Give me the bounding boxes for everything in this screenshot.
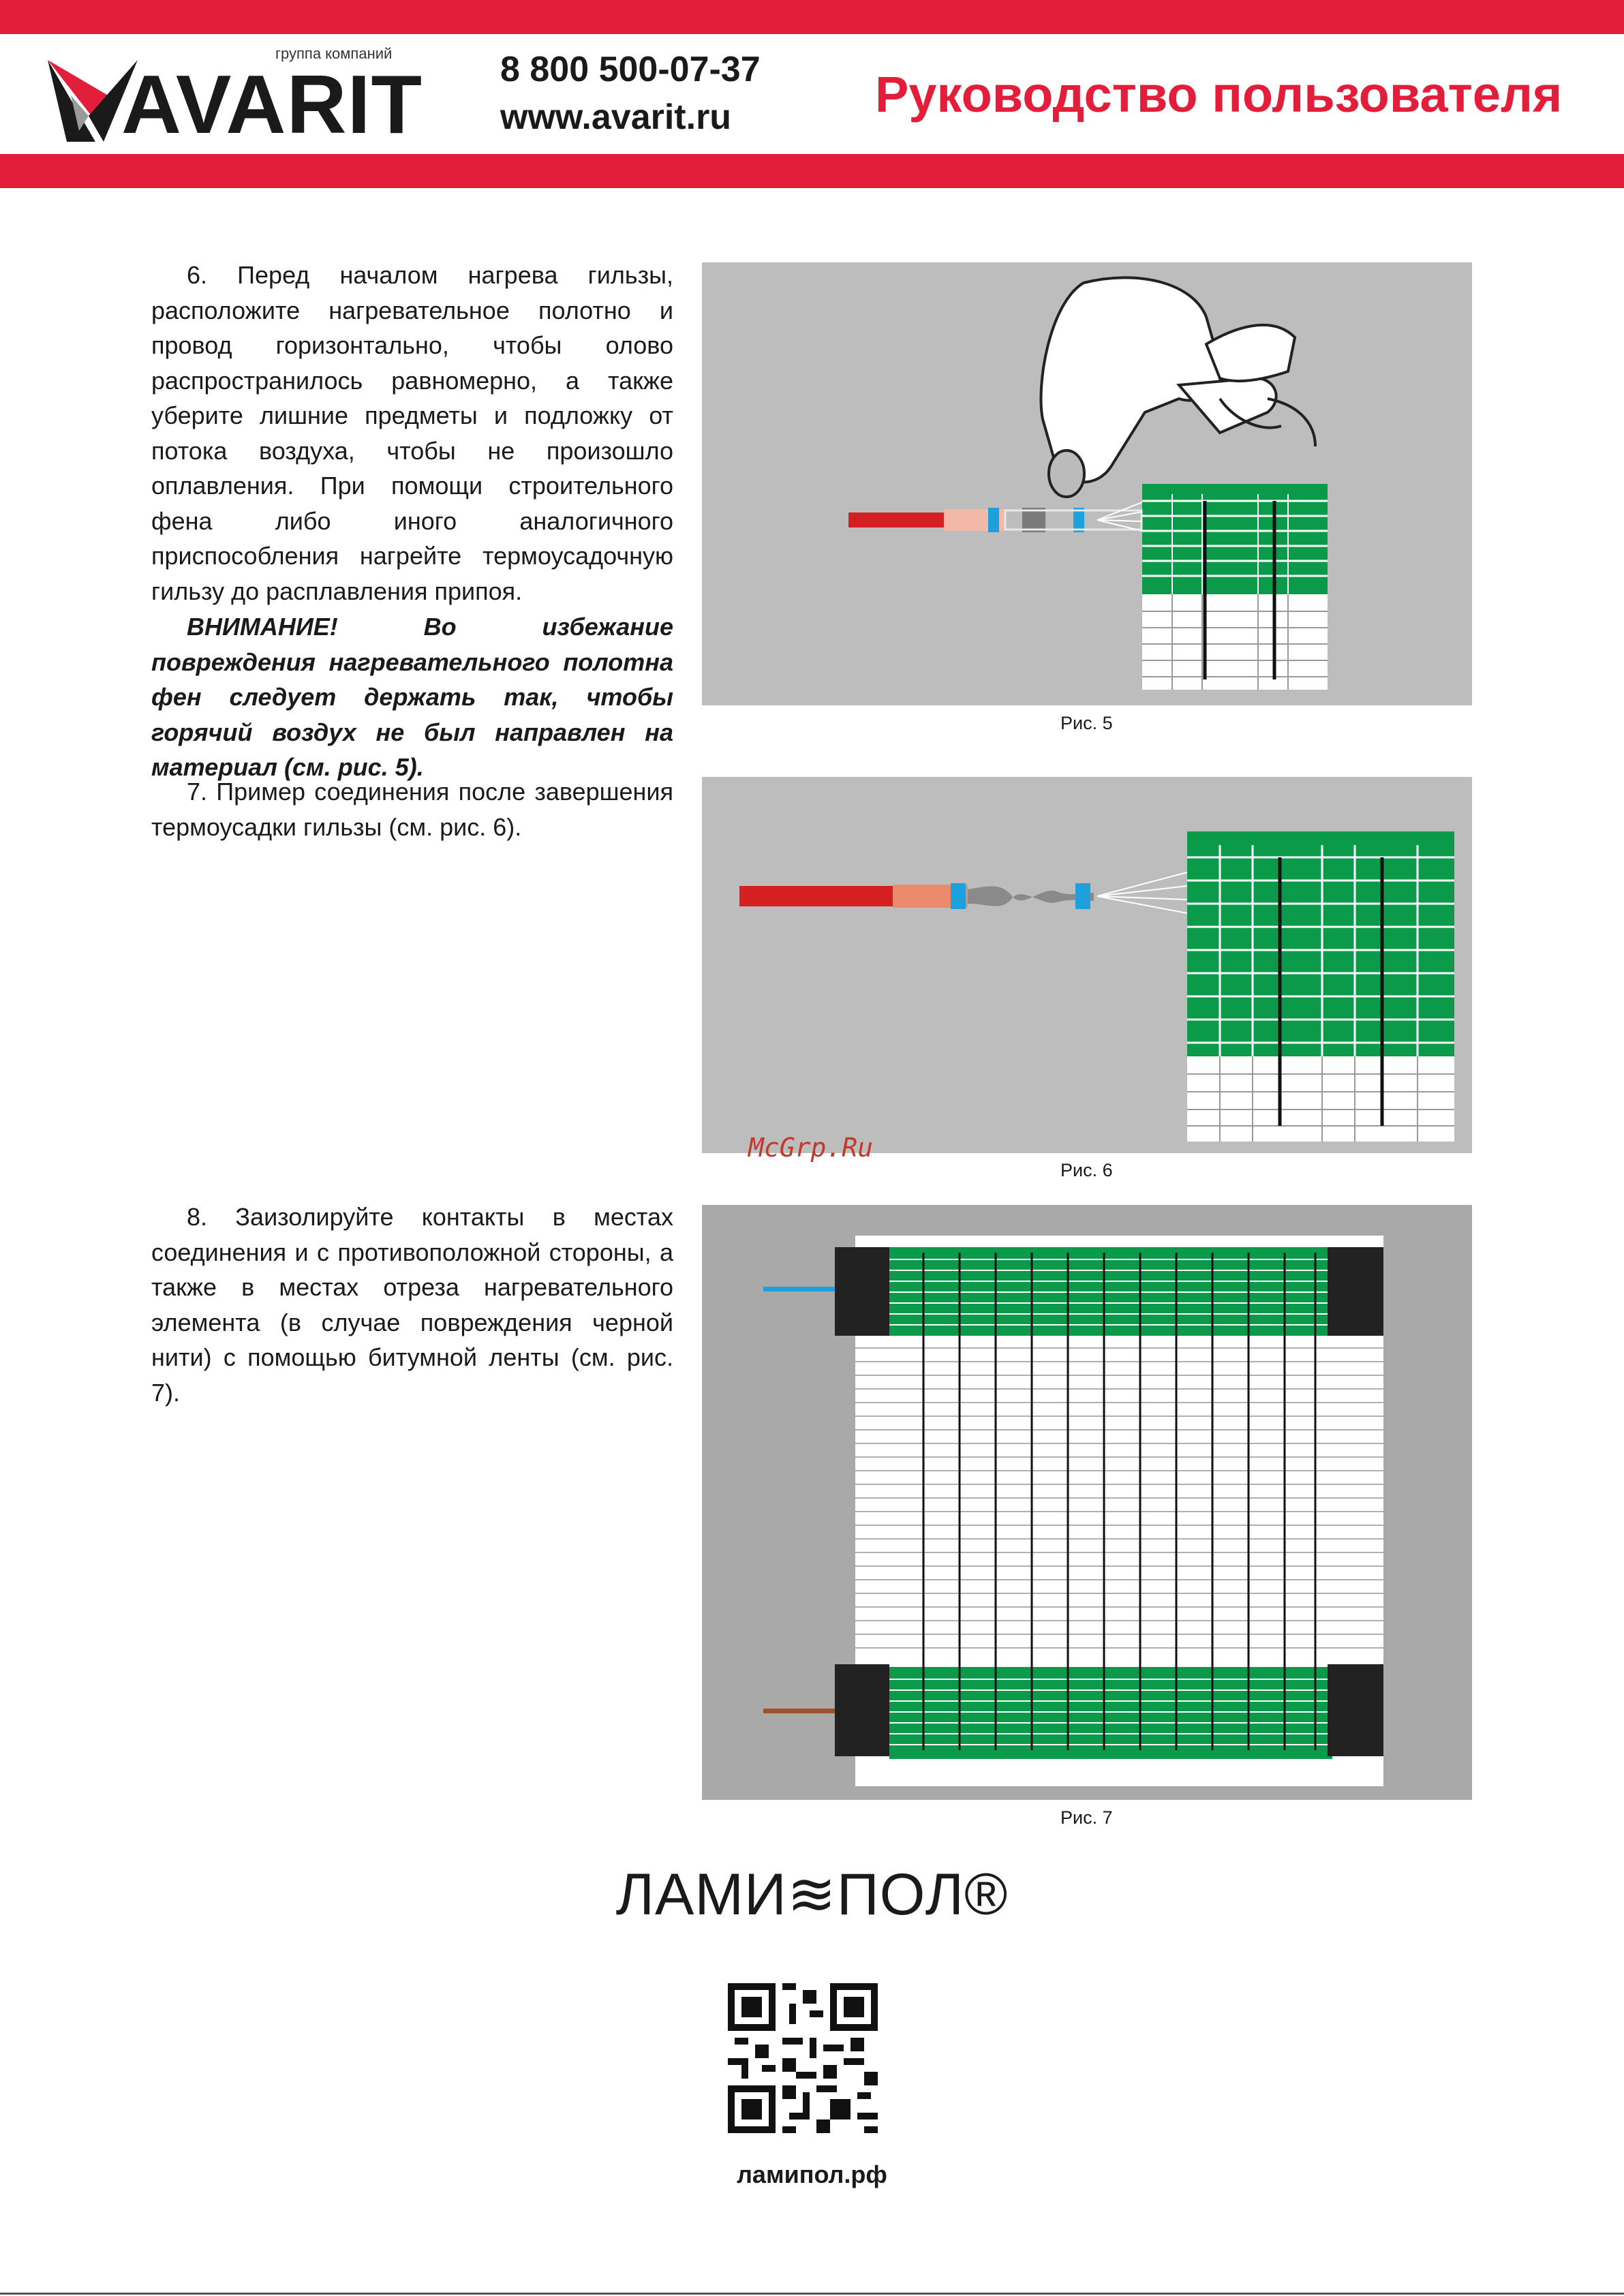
step-6-text: 6. Перед началом нагрева гильзы, расположите нагревательное полотно и провод горизонтально, чтобы олово распространилось равномерно, а также уберите лишние предметы и подложку от потока воздуха, чтобы не произошло оплавления. При помощи строительного фена либо иного аналогичного приспособления нагрейте термоусадочную гильзу до расплавления припоя.	[151, 261, 673, 605]
figure-6-illustration	[702, 777, 1472, 1153]
film-green-zone	[1187, 831, 1454, 1056]
warning-text: ВНИМАНИЕ! Во избежание повреждения нагревательного полотна фен следует держать так, чтобы горячий воздух не был направлен на материал (см. рис. 5).	[151, 613, 673, 781]
figure-5-illustration	[702, 262, 1472, 705]
footer-url[interactable]: ламипол.рф	[737, 2160, 887, 2188]
wire-blue	[763, 1287, 835, 1291]
figure-7-caption: Рис. 7	[1060, 1807, 1113, 1828]
watermark: McGrp.Ru	[748, 1133, 874, 1163]
header-top-bar	[0, 0, 1624, 34]
step-7-text: 7. Пример соединения после завершения термоусадки гильзы (см. рис. 6).	[151, 778, 673, 841]
figure-5	[702, 262, 1472, 705]
footer-brand-logo: ЛАМИ≋ПОЛ®	[615, 1862, 1009, 1927]
figure-7-illustration	[702, 1205, 1472, 1800]
wire-brown	[763, 1709, 835, 1713]
bitumen-tape-top-left	[835, 1247, 889, 1336]
bitumen-tape-bottom-left	[835, 1664, 889, 1756]
wire-red	[739, 886, 893, 906]
step-8-text: 8. Заизолируйте контакты в местах соединения и с противоположной стороны, а также в местах отреза нагревательного элемента (в случае повреждения черной нити) с помощью битумной ленты (см. рис. 7).	[151, 1203, 673, 1407]
qr-code-icon[interactable]	[728, 1983, 878, 2133]
bitumen-tape-bottom-right	[1328, 1664, 1383, 1756]
logo-text: AVARIT	[121, 58, 423, 151]
website-link[interactable]: www.avarit.ru	[500, 97, 732, 137]
footer-rule	[0, 2293, 1624, 2295]
figure-6	[702, 777, 1472, 1153]
figure-5-caption: Рис. 5	[1060, 713, 1113, 733]
wire-red	[848, 512, 944, 527]
figure-6-caption: Рис. 6	[1060, 1160, 1113, 1180]
page-title: Руководство пользователя	[875, 66, 1563, 123]
header-bottom-bar	[0, 154, 1624, 188]
bitumen-tape-top-right	[1328, 1247, 1383, 1336]
group-label: группа компаний	[275, 45, 393, 62]
heat-gun-icon	[1041, 277, 1316, 497]
phone-number: 8 800 500-07-37	[500, 50, 761, 89]
figure-7	[702, 1205, 1472, 1800]
